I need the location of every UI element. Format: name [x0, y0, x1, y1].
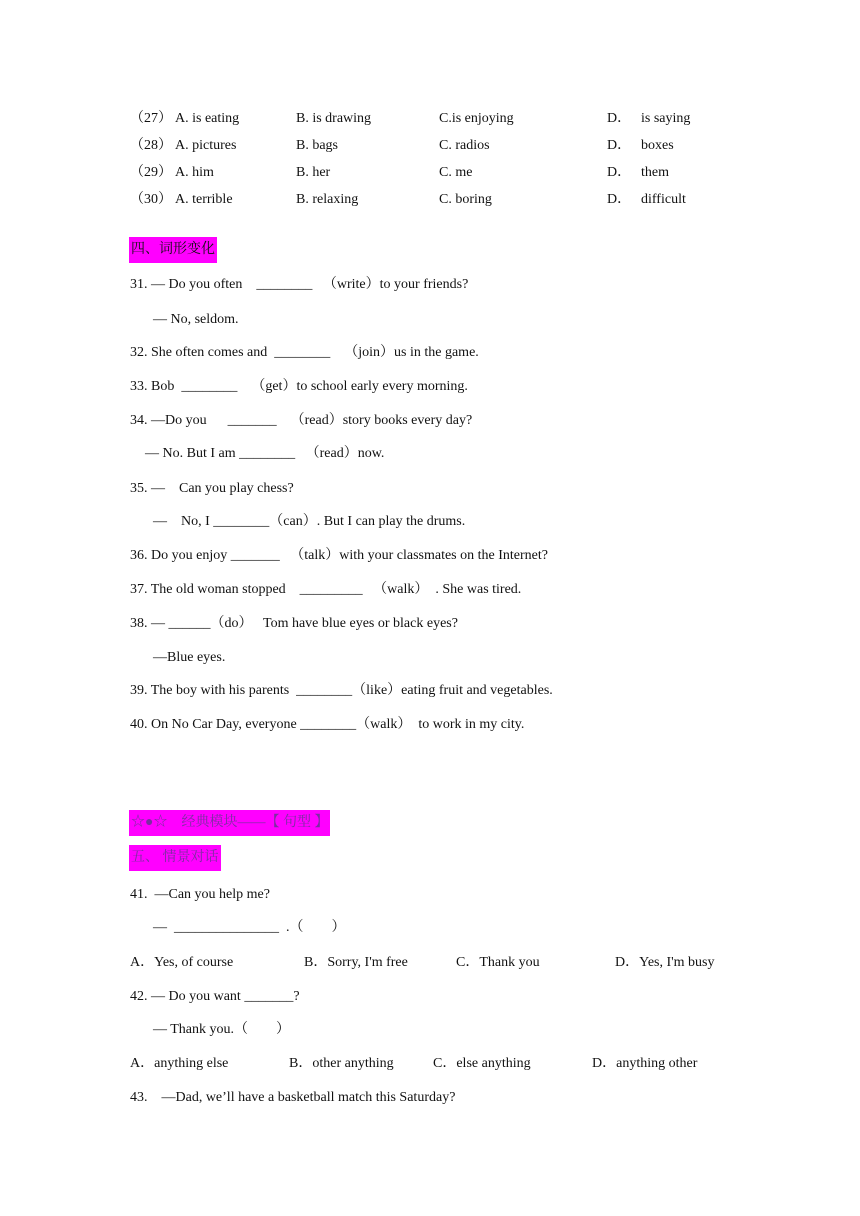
option-b: B. her	[296, 165, 331, 180]
option-number: （27）	[130, 111, 172, 126]
question-43: 43. —Dad, we’ll have a basketball match this Saturday?	[130, 1090, 456, 1105]
option-d-letter: D．	[607, 165, 632, 180]
question-38-answer: —Blue eyes.	[153, 650, 226, 665]
classic-module-banner: ☆●☆ 经典模块——【 句型 】	[129, 810, 330, 836]
choice-a: A．Yes, of course	[130, 955, 234, 970]
choice-d: D．Yes, I'm busy	[615, 955, 715, 970]
option-d-letter: D．	[607, 138, 632, 153]
question-33: 33. Bob ________ （get）to school early every morning.	[130, 379, 468, 394]
question-41: 41. —Can you help me?	[130, 887, 270, 902]
choice-b: B．other anything	[289, 1056, 394, 1071]
question-38: 38. — ______（do） Tom have blue eyes or black eyes?	[130, 616, 458, 631]
option-d: is saying	[641, 111, 691, 126]
option-c: C. me	[439, 165, 473, 180]
option-number: （28）	[130, 138, 172, 153]
option-c: C. radios	[439, 138, 490, 153]
option-c: C. boring	[439, 192, 492, 207]
option-c: C.is enjoying	[439, 111, 514, 126]
section-heading-dialogue: 五、 情景对话	[129, 845, 221, 871]
option-b: B. bags	[296, 138, 338, 153]
option-d: boxes	[641, 138, 674, 153]
question-42-answer: — Thank you.（ ）	[153, 1022, 291, 1037]
question-34-answer: — No. But I am ________ （read）now.	[145, 446, 385, 461]
option-b: B. relaxing	[296, 192, 359, 207]
question-31: 31. — Do you often ________ （write）to your friends?	[130, 277, 469, 292]
choice-d: D．anything other	[592, 1056, 698, 1071]
option-a: A. him	[175, 165, 214, 180]
section-heading-word-forms: 四、词形变化	[129, 237, 217, 263]
option-a: A. terrible	[175, 192, 233, 207]
option-number: （30）	[130, 192, 172, 207]
choice-c: C．Thank you	[456, 955, 540, 970]
choice-a: A．anything else	[130, 1056, 229, 1071]
choice-b: B．Sorry, I'm free	[304, 955, 408, 970]
question-42: 42. — Do you want _______?	[130, 989, 300, 1004]
option-d: them	[641, 165, 669, 180]
choice-c: C．else anything	[433, 1056, 531, 1071]
question-39: 39. The boy with his parents ________（like）eating fruit and vegetables.	[130, 683, 553, 698]
option-number: （29）	[130, 165, 172, 180]
question-36: 36. Do you enjoy _______ （talk）with your classmates on the Internet?	[130, 548, 548, 563]
option-d-letter: D．	[607, 111, 632, 126]
option-a: A. is eating	[175, 111, 240, 126]
question-41-blank: — _______________ .（ ）	[153, 920, 346, 935]
question-32: 32. She often comes and ________ （join）us in the game.	[130, 345, 479, 360]
question-34: 34. —Do you _______ （read）story books every day?	[130, 413, 473, 428]
question-31-answer: — No, seldom.	[153, 312, 239, 327]
question-37: 37. The old woman stopped _________ （walk） . She was tired.	[130, 582, 522, 597]
option-a: A. pictures	[175, 138, 237, 153]
question-35-answer: — No, I ________（can）. But I can play the drums.	[153, 514, 466, 529]
option-b: B. is drawing	[296, 111, 372, 126]
question-35: 35. — Can you play chess?	[130, 481, 294, 496]
question-40: 40. On No Car Day, everyone ________（walk） to work in my city.	[130, 717, 525, 732]
option-d: difficult	[641, 192, 686, 207]
option-d-letter: D．	[607, 192, 632, 207]
